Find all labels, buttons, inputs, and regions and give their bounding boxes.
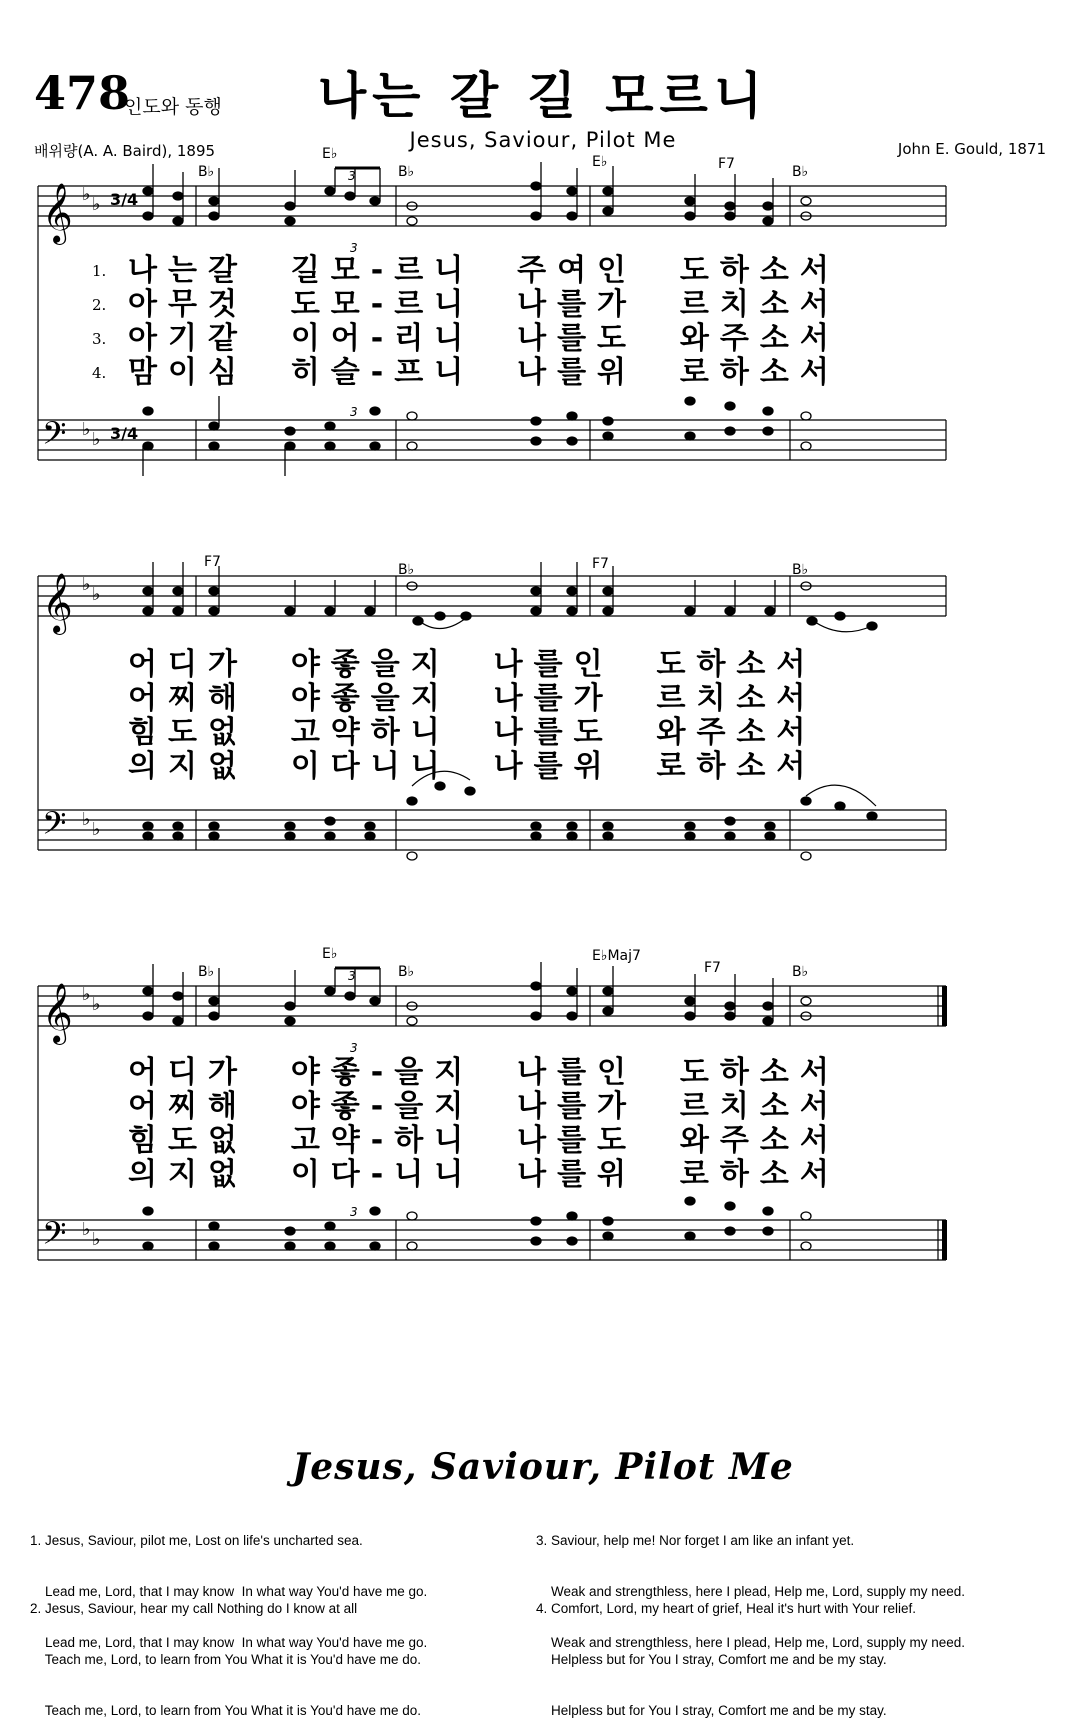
lyric-line: 나는갈 길모-르니 주여인 도하소서 [128, 253, 840, 288]
chord-symbol: B♭ [792, 164, 809, 180]
chord-symbol: B♭ [792, 964, 809, 980]
svg-text:♭: ♭ [82, 1219, 91, 1240]
svg-text:3: 3 [350, 1205, 358, 1219]
verse-number: 1. [92, 262, 107, 280]
verse-number: 2. [92, 296, 107, 314]
svg-text:3/4: 3/4 [110, 190, 139, 209]
svg-text:♭: ♭ [82, 809, 91, 830]
english-verse-3: 3. Saviour, help me! Nor forget I am like an infant yet. Weak and strengthless, here I plead, Help me, Lord, supply my need. Weak and strengthless, here I plead, Help me, Lord, supply my need. [536, 1533, 965, 1650]
chord-symbol: E♭Maj7 [592, 948, 641, 964]
lyric-line: 아기같 이어-리니 나를도 와주소서 [128, 321, 840, 356]
verse-number: 3. [92, 330, 107, 348]
svg-text:𝄢: 𝄢 [42, 415, 67, 459]
svg-text:𝄢: 𝄢 [42, 1215, 67, 1259]
chord-symbol: B♭ [198, 964, 215, 980]
chord-symbol: E♭ [322, 946, 338, 962]
hymn-author: 배위량(A. A. Baird), 1895 [34, 142, 216, 160]
svg-text:𝄞: 𝄞 [42, 183, 73, 243]
hymn-title: 나는 갈 길 모르니 [317, 67, 769, 125]
svg-text:♭: ♭ [92, 584, 101, 605]
svg-text:♭: ♭ [82, 419, 91, 440]
english-title: Jesus, Saviour, Pilot Me [292, 1446, 794, 1488]
svg-text:3: 3 [350, 1041, 358, 1055]
lyric-line: 어찌해 야좋-을지 나를가 르치소서 [128, 1089, 840, 1124]
svg-text:𝄞: 𝄞 [42, 573, 73, 633]
hymn-number: 478 [34, 66, 131, 120]
chord-symbol: B♭ [398, 964, 415, 980]
hymn-category: 인도와 동행 [124, 96, 222, 118]
svg-text:3/4: 3/4 [110, 424, 139, 443]
svg-text:♭: ♭ [92, 819, 101, 840]
lyric-line: 힘도없 고약하니 나를도 와주소서 [128, 715, 817, 750]
english-verse-2: 2. Jesus, Saviour, hear my call Nothing do I know at all Teach me, Lord, to learn from You What it is You'd have me do. Teach me, Lord, to learn from You What it is You'd have me do. [30, 1601, 422, 1718]
hymn-composer: John E. Gould, 1871 [897, 140, 1046, 158]
lyric-line: 어디가 야좋을지 나를인 도하소서 [128, 647, 817, 682]
lyric-line: 힘도없 고약-하니 나를도 와주소서 [128, 1123, 840, 1158]
verse-number: 4. [92, 364, 107, 382]
english-verse-1: 1. Jesus, Saviour, pilot me, Lost on life's uncharted sea. Lead me, Lord, that I may know In what way You'd have me go. Lead me, Lord, that I may know In what way You'd have me go. [30, 1533, 428, 1650]
lyric-line: 아무것 도모-르니 나를가 르치소서 [128, 287, 840, 322]
lyric-line: 의지없 이다-니니 나를위 로하소서 [128, 1157, 840, 1192]
svg-text:𝄞: 𝄞 [42, 983, 73, 1043]
svg-text:3: 3 [350, 405, 358, 419]
svg-text:3: 3 [350, 241, 358, 255]
chord-symbol: E♭ [592, 154, 608, 170]
chord-symbol: B♭ [198, 164, 215, 180]
english-verse-4: 4. Comfort, Lord, my heart of grief, Heal it's hurt with Your relief. Helpless but for You I stray, Comfort me and be my stay. Helpless but for You I stray, Comfort me and be my stay. [536, 1601, 916, 1718]
svg-text:3: 3 [348, 169, 356, 183]
lyric-line: 어찌해 야좋을지 나를가 르치소서 [128, 681, 817, 716]
svg-text:𝄢: 𝄢 [42, 805, 67, 849]
lyric-line: 맘이심 히슬-프니 나를위 로하소서 [128, 355, 840, 390]
chord-symbol: F7 [592, 556, 609, 572]
svg-text:♭: ♭ [92, 429, 101, 450]
svg-text:♭: ♭ [82, 184, 91, 205]
svg-text:3: 3 [348, 969, 356, 983]
svg-text:♭: ♭ [82, 984, 91, 1005]
chord-symbol: B♭ [792, 562, 809, 578]
svg-text:♭: ♭ [92, 1229, 101, 1250]
chord-symbol: B♭ [398, 562, 415, 578]
chord-symbol: F7 [204, 554, 221, 570]
lyric-line: 의지없 이다니니 나를위 로하소서 [128, 749, 817, 784]
chord-symbol: E♭ [322, 146, 338, 162]
chord-symbol: F7 [718, 156, 735, 172]
chord-symbol: F7 [704, 960, 721, 976]
chord-symbol: B♭ [398, 164, 415, 180]
svg-text:♭: ♭ [82, 574, 91, 595]
lyric-line: 어디가 야좋-을지 나를인 도하소서 [128, 1055, 840, 1090]
svg-text:♭: ♭ [92, 194, 101, 215]
hymn-subtitle: Jesus, Saviour, Pilot Me [409, 128, 677, 152]
svg-text:♭: ♭ [92, 994, 101, 1015]
